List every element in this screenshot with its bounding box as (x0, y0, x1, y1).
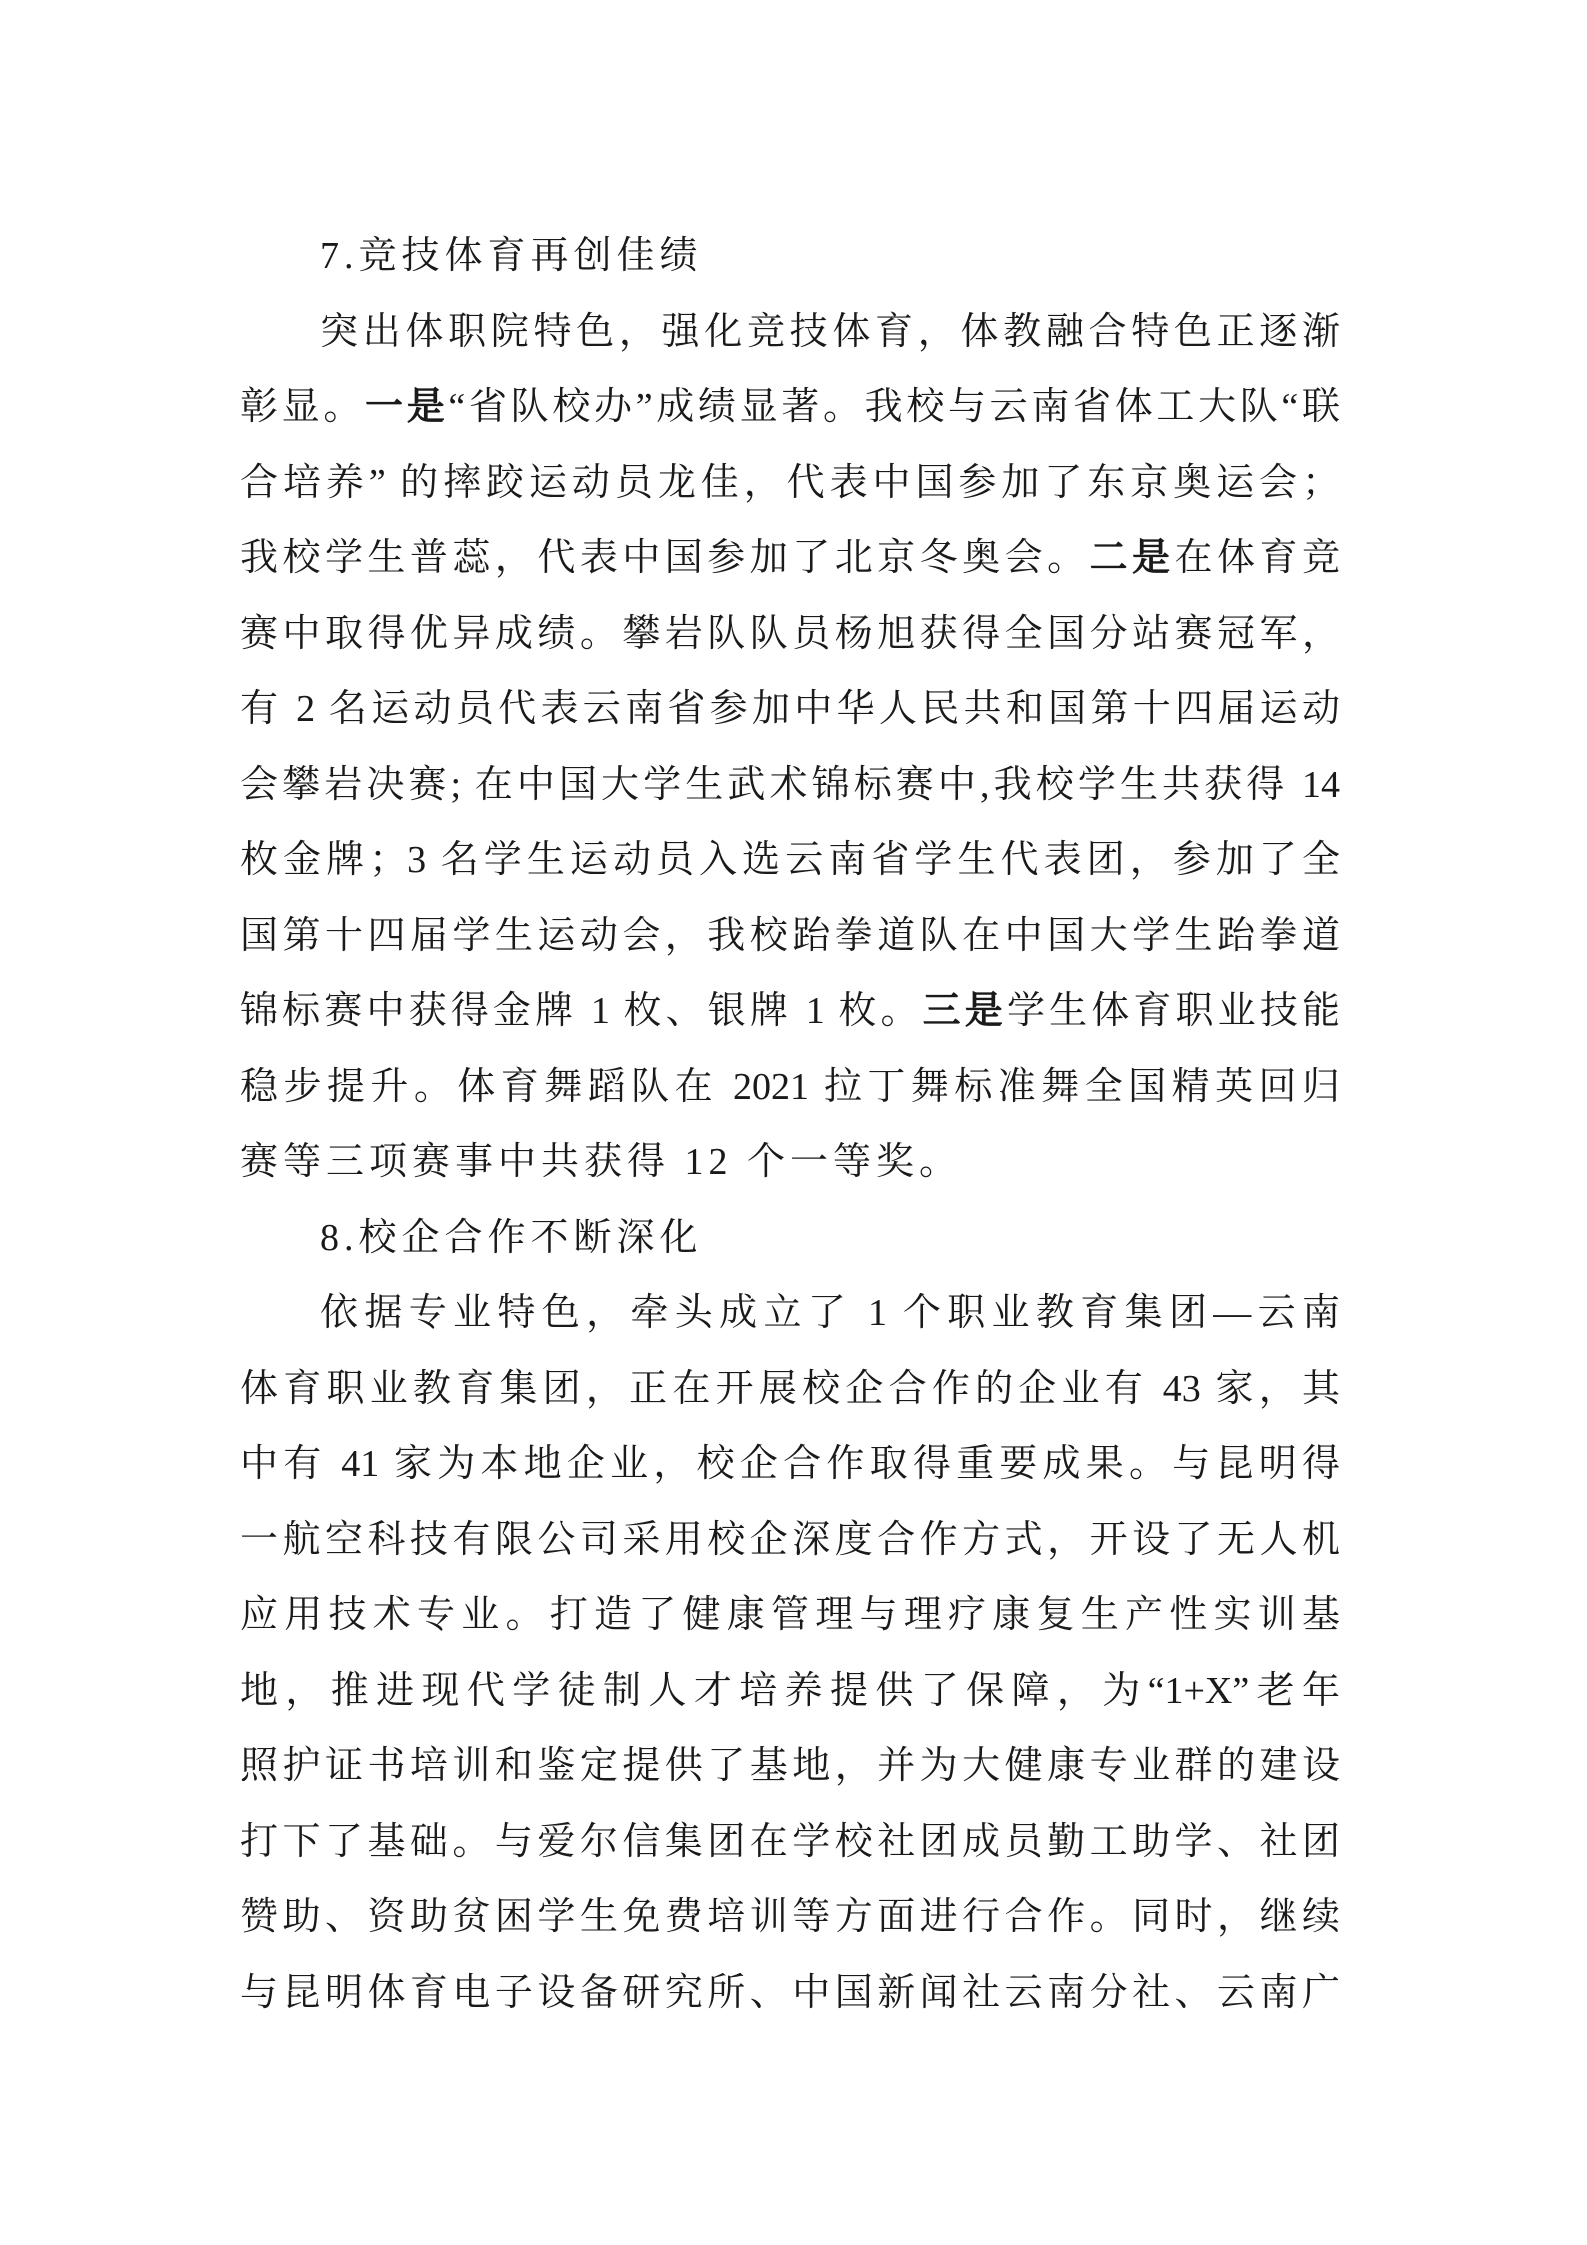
text-run: 会攀岩决赛; 在中国大学生武术锦标赛中,我校学生共获得 14 (240, 763, 1340, 806)
text-run: 稳步提升。体育舞蹈队在 2021 拉丁舞标准舞全国精英回归 (240, 1065, 1340, 1108)
text-line (240, 1427, 1340, 1503)
text-run: 赛中取得优异成绩。攀岩队队员杨旭获得全国分站赛冠军， (240, 612, 1340, 655)
text-run: 8.校企合作不断深化 (320, 1216, 703, 1259)
text-line (240, 823, 1340, 899)
heading-8 (240, 1201, 1340, 1277)
text-run: 突出体职院特色，强化竞技体育，体教融合特色正逐渐 (320, 310, 1340, 353)
text-run: 赛等三项赛事中共获得 12 个一等奖。 (240, 1141, 963, 1183)
text-line (240, 1880, 1340, 1956)
text-line (240, 974, 1340, 1050)
text-line (240, 899, 1340, 975)
text-run: 照护证书培训和鉴定提供了基地，并为大健康专业群的建设 (240, 1745, 1340, 1787)
text-line (240, 748, 1340, 824)
text-run: 应用技术专业。打造了健康管理与理疗康复生产性实训基 (240, 1594, 1340, 1636)
text-line (240, 1050, 1340, 1126)
text-run: 与昆明体育电子设备研究所、中国新闻社云南分社、云南广 (240, 1971, 1340, 2014)
text-run: 依据专业特色，牵头成立了 1 个职业教育集团—云南 (320, 1292, 1340, 1334)
text-line (240, 1956, 1340, 2032)
text-line (240, 1276, 1340, 1352)
bold-text-run: 三是 (922, 990, 1007, 1032)
bold-text-run: 一是 (365, 386, 449, 428)
text-run: 一航空科技有限公司采用校企深度合作方式，开设了无人机 (240, 1518, 1340, 1561)
text-run: 地，推进现代学徒制人才培养提供了保障，为“1+X”老年 (240, 1669, 1340, 1712)
text-run: 学生体育职业技能 (1006, 990, 1340, 1032)
text-run: “省队校办”成绩显著。我校与云南省体工大队“联 (448, 386, 1340, 428)
text-line (240, 1352, 1340, 1428)
text-run: 国第十四届学生运动会，我校跆拳道队在中国大学生跆拳道 (240, 914, 1340, 957)
text-line (240, 1125, 1340, 1201)
text-line (240, 1578, 1340, 1654)
bold-text-run: 二是 (1089, 537, 1175, 579)
text-line (240, 295, 1340, 371)
text-run: 7.竞技体育再创佳绩 (320, 235, 703, 277)
text-block (240, 219, 1340, 2031)
text-line (240, 597, 1340, 673)
text-line (240, 1729, 1340, 1805)
text-line (240, 370, 1340, 446)
text-line (240, 1503, 1340, 1579)
text-run: 彰显。 (240, 386, 366, 428)
text-run: 枚金牌；3 名学生运动员入选云南省学生代表团，参加了全 (240, 839, 1340, 881)
text-run: 我校学生普蕊，代表中国参加了北京冬奥会。 (240, 537, 1090, 579)
text-run: 合培养” 的摔跤运动员龙佳，代表中国参加了东京奥运会； (240, 461, 1340, 504)
text-line (240, 446, 1340, 522)
text-line (240, 1654, 1340, 1730)
text-run: 打下了基础。与爱尔信集团在学校社团成员勤工助学、社团 (240, 1820, 1340, 1863)
text-line (240, 1805, 1340, 1881)
text-line (240, 521, 1340, 597)
heading-7 (240, 219, 1340, 295)
text-line (240, 672, 1340, 748)
text-run: 体育职业教育集团，正在开展校企合作的企业有 43 家，其 (240, 1367, 1340, 1410)
text-run: 赞助、资助贫困学生免费培训等方面进行合作。同时，继续 (240, 1896, 1340, 1938)
text-run: 有 2 名运动员代表云南省参加中华人民共和国第十四届运动 (240, 688, 1340, 730)
text-run: 在体育竞 (1174, 537, 1340, 579)
text-run: 中有 41 家为本地企业，校企合作取得重要成果。与昆明得 (240, 1443, 1340, 1485)
text-run: 锦标赛中获得金牌 1 枚、银牌 1 枚。 (240, 990, 923, 1032)
